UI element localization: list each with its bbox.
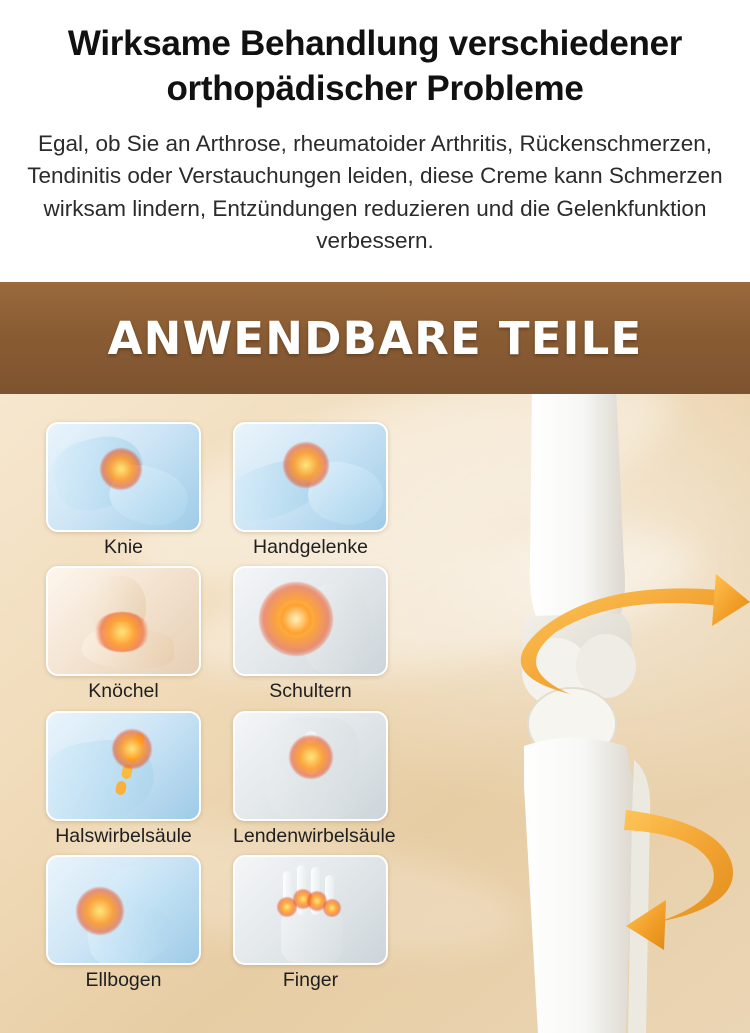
- knee-photo[interactable]: [46, 422, 201, 532]
- body-part-label: Halswirbelsäule: [55, 824, 192, 847]
- shoulder-photo[interactable]: [233, 566, 388, 676]
- lumbar-spine-photo[interactable]: [233, 711, 388, 821]
- cervical-spine-photo[interactable]: [46, 711, 201, 821]
- body-part-label: Handgelenke: [253, 536, 368, 558]
- body-part-label: Schultern: [269, 680, 352, 703]
- body-part-label: Ellbogen: [85, 969, 162, 992]
- body-part-item[interactable]: [46, 566, 201, 702]
- body-part-item[interactable]: [233, 422, 388, 558]
- body-part-label: Lendenwirbelsäule: [233, 824, 396, 847]
- wrist-photo[interactable]: [233, 422, 388, 532]
- section-banner: [0, 282, 750, 394]
- page-title: Wirksame Behandlung verschiedener orthopädischer Probleme: [67, 24, 683, 108]
- banner-title: ANWENDBARE TEILE: [107, 311, 643, 365]
- body-part-item[interactable]: [46, 855, 201, 991]
- finger-photo[interactable]: [233, 855, 388, 965]
- body-part-label: Knöchel: [88, 680, 159, 703]
- header-description: Egal, ob Sie an Arthrose, rheumatoider Arthritis, Rückenschmerzen, Tendinitis oder Verstauchungen leiden, diese Creme kann Schmerzen wirksam lindern, Entzündungen reduzieren und die Gelenkfunktion verbessern.: [27, 130, 723, 254]
- body-parts-grid: [46, 422, 446, 992]
- applicable-parts-section: [0, 394, 750, 1033]
- knee-joint-illustration: [420, 394, 750, 1033]
- body-part-item[interactable]: [233, 566, 388, 702]
- body-part-item[interactable]: [233, 711, 396, 847]
- body-part-label: Finger: [282, 969, 339, 992]
- header-section: [0, 0, 750, 282]
- body-part-label: Knie: [103, 536, 144, 558]
- ankle-photo[interactable]: [46, 566, 201, 676]
- body-part-item[interactable]: [233, 855, 388, 991]
- elbow-photo[interactable]: [46, 855, 201, 965]
- body-part-item[interactable]: [46, 422, 201, 558]
- body-part-item[interactable]: [46, 711, 201, 847]
